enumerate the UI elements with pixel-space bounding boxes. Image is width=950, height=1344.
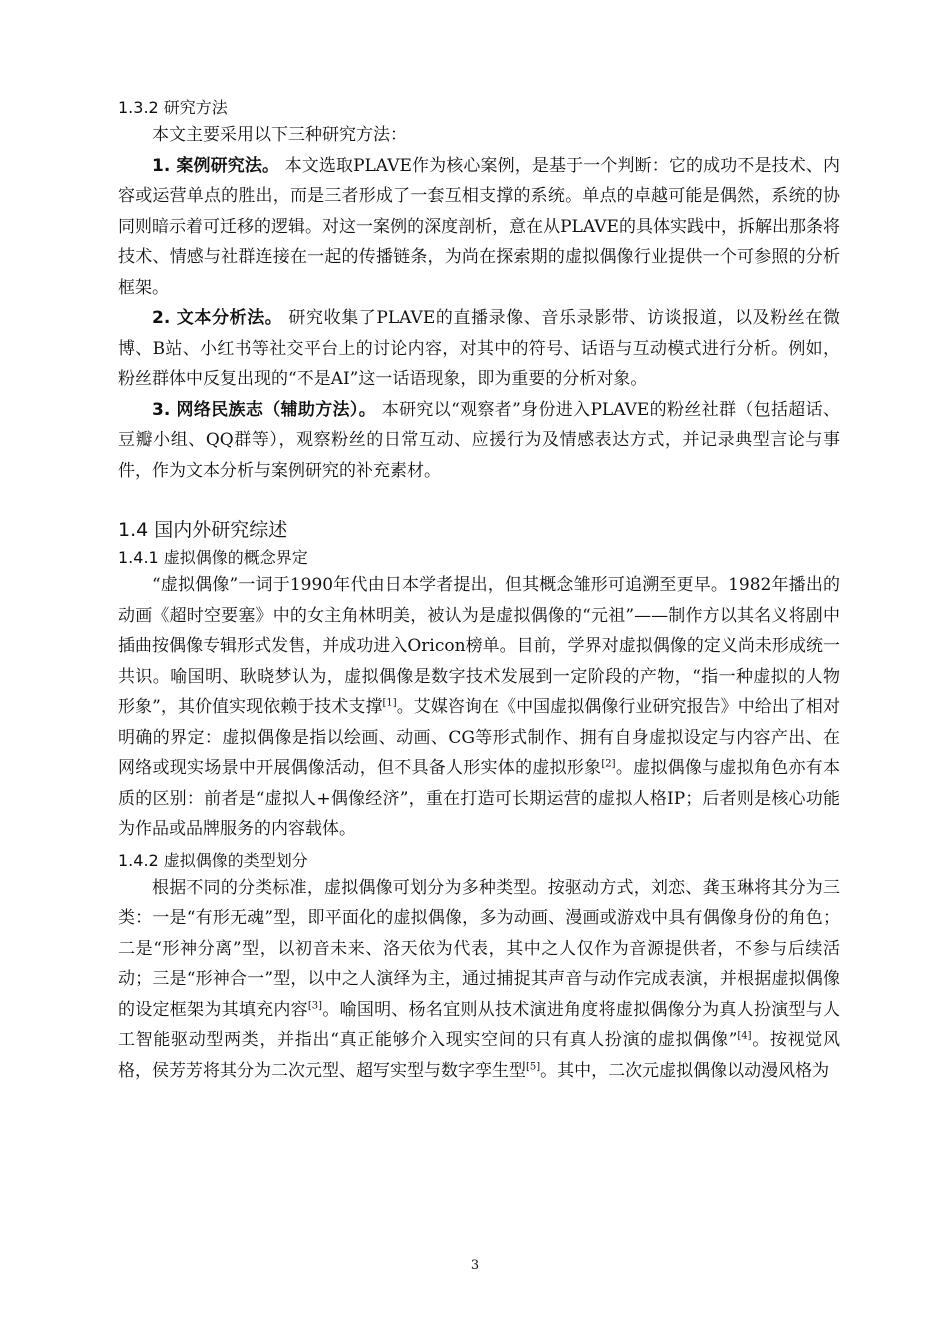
citation-1: [1] — [382, 697, 397, 709]
method-case-study-text: 本文选取PLAVE作为核心案例，是基于一个判断：它的成功不是技术、内容或运营单点的胜出，而是三者形成了一套互相支撑的系统。单点的卓越可能是偶然，系统的协同则暗示着可迁移的逻辑。对这一案例的深度剖析，意在从PLAVE的具体实践中，拆解出那条将技术、情感与社群连接在一起的传播链条，为尚在探索期的虚拟偶像行业提供一个可参照的分析框架。 — [118, 155, 840, 298]
types-text-b: 。喻国明、杨名宜则从技术演进角度将虚拟偶像分为真人扮演型与人工智能驱动型两类，并指出“真正能够介入现实空间的只有真人扮演的虚拟偶像” — [118, 999, 840, 1050]
types-text-c: 。按视觉风格，侯芳芳将其分为二次元型、超写实型与数字孪生型 — [118, 1030, 840, 1081]
method-text-analysis-label: 2. 文本分析法。 — [152, 308, 283, 328]
concept-paragraph — [118, 570, 840, 845]
section-heading-1-4-2: 1.4.2 虚拟偶像的类型划分 — [118, 850, 308, 870]
section-heading-1-3-2: 1.3.2 研究方法 — [118, 98, 228, 117]
method-case-study-label: 1. 案例研究法。 — [152, 155, 280, 176]
citation-3: [3] — [307, 999, 323, 1011]
document-page — [118, 96, 840, 1086]
method-case-study — [118, 151, 840, 304]
concept-text-b: 。艾媒咨询在《中国虚拟偶像行业研究报告》中给出了相对明确的界定：虚拟偶像是指以绘画、动画、CG等形式制作、拥有自身虚拟设定与内容产出、在网络或现实场景中开展偶像活动，但不具备人形实体的虚拟形象 — [118, 697, 840, 778]
citation-2: [2] — [601, 758, 616, 770]
section-heading-1-4-1: 1.4.1 虚拟偶像的概念界定 — [118, 548, 308, 567]
concept-text-c: 。虚拟偶像与虚拟角色亦有本质的区别：前者是“虚拟人+偶像经济”，重在打造可长期运营的虚拟人格IP；后者则是核心功能为作品或品牌服务的内容载体。 — [118, 758, 841, 839]
method-netnography — [118, 395, 840, 487]
page-number: 3 — [470, 1258, 480, 1273]
types-text-a: 根据不同的分类标准，虚拟偶像可划分为多种类型。按驱动方式，刘恋、龚玉琳将其分为三类：一是“有形无魂”型，即平面化的虚拟偶像，多为动画、漫画或游戏中具有偶像身份的角色；二是“形神分离”型，以初音未来、洛天依为代表，其中之人仅作为音源提供者，不参与后续活动；三是“形神合一”型，以中之人演绎为主，通过捕捉其声音与动作完成表演，并根据虚拟偶像的设定框架为其填充内容 — [118, 877, 840, 1020]
method-netnography-text: 本研究以“观察者”身份进入PLAVE的粉丝社群（包括超话、豆瓣小组、QQ群等），观察粉丝的日常互动、应援行为及情感表达方式，并记录典型言论与事件，作为文本分析与案例研究的补充素材。 — [118, 399, 840, 481]
section-spacer — [118, 486, 840, 516]
method-text-analysis — [118, 303, 840, 395]
types-paragraph — [118, 873, 840, 1087]
citation-5: [5] — [526, 1060, 541, 1072]
method-netnography-label: 3. 网络民族志（辅助方法）。 — [152, 399, 377, 420]
section-heading-1-4: 1.4 国内外研究综述 — [118, 519, 288, 541]
concept-text-a: “虚拟偶像”一词于1990年代由日本学者提出，但其概念雏形可追溯至更早。1982年播出的动画《超时空要塞》中的女主角林明美，被认为是虚拟偶像的“元祖”——制作方以其名义将剧中插曲按偶像专辑形式发售，并成功进入Oricon榜单。目前，学界对虚拟偶像的定义尚未形成统一共识。喻国明、耿晓梦认为，虚拟偶像是数字技术发展到一定阶段的产物，“指一种虚拟的人物形象”，其价值实现依赖于技术支撑 — [118, 575, 840, 717]
citation-4: [4] — [737, 1030, 752, 1042]
method-text-analysis-text: 研究收集了PLAVE的直播录像、音乐录影带、访谈报道，以及粉丝在微博、B站、小红书等社交平台上的讨论内容，对其中的符号、话语与互动模式进行分析。例如，粉丝群体中反复出现的“不是AI”这一话语现象，即为重要的分析对象。 — [118, 308, 840, 389]
types-text-d: 。其中，二次元虚拟偶像以动漫风格为 — [540, 1060, 830, 1081]
methods-intro: 本文主要采用以下三种研究方法： — [152, 125, 407, 145]
